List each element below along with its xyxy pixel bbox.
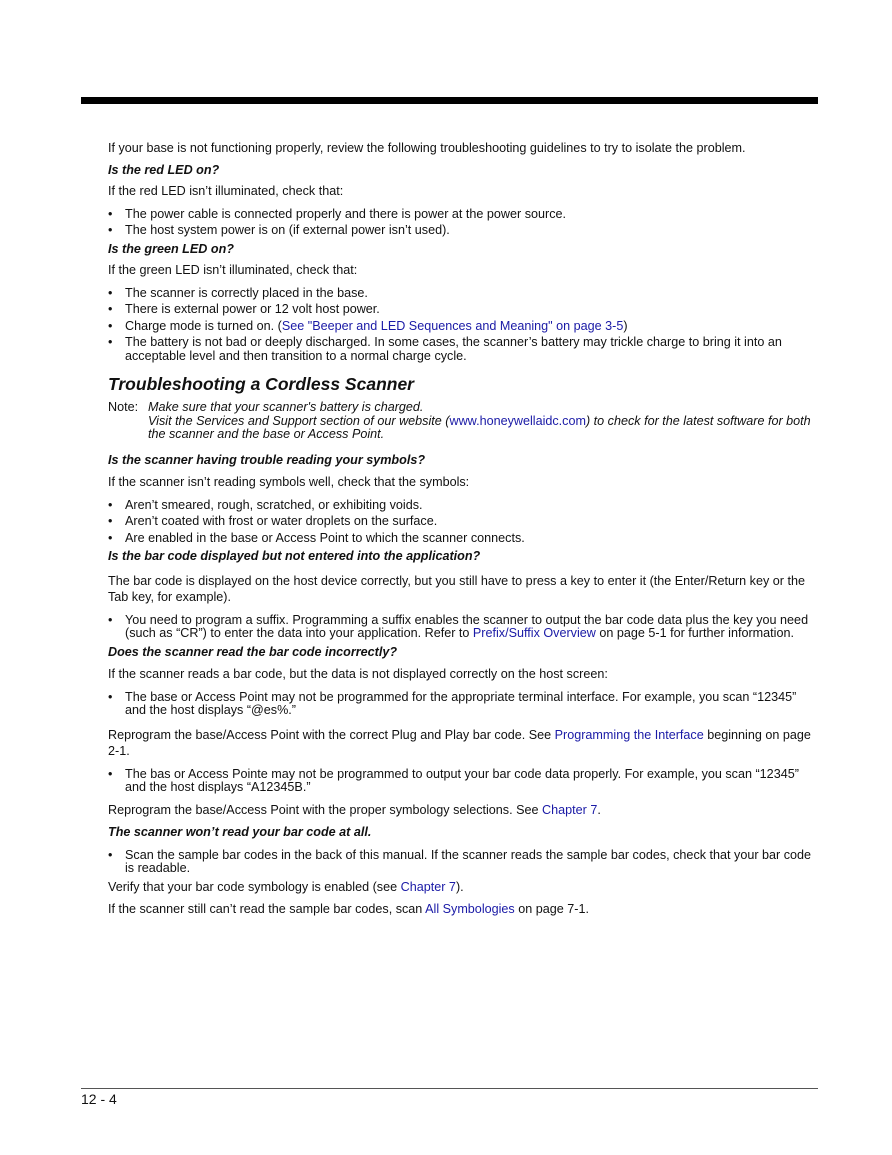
list-item: • Scan the sample bar codes in the back of this manual. If the scanner reads the sample bar codes, check that your bar code is readable.: [108, 849, 816, 876]
reprogram-text: Reprogram the base/Access Point with the proper symbology selections. See: [108, 802, 543, 817]
reading-heading: Is the scanner having trouble reading your symbols?: [108, 452, 426, 467]
wont-read-heading: The scanner won’t read your bar code at all.: [108, 825, 372, 839]
list-item: • The battery is not bad or deeply discharged. In some cases, the scanner’s battery may trickle charge to bring it into an acceptable level and then transition to a normal charge cycle.: [108, 336, 816, 363]
green-led-lead: If the green LED isn’t illuminated, check that:: [108, 263, 358, 277]
list-item: • Aren’t smeared, rough, scratched, or exhibiting voids.: [108, 499, 816, 513]
still-paragraph: [108, 903, 816, 917]
verify-text: ).: [455, 879, 464, 894]
list-item: • The scanner is correctly placed in the base.: [108, 287, 816, 301]
suffix-item-text: on page 5-1 for further information.: [595, 626, 794, 640]
section-title: Troubleshooting a Cordless Scanner: [108, 374, 414, 394]
still-text: on page 7-1.: [514, 902, 589, 916]
chapter-7-link[interactable]: Chapter 7: [542, 802, 598, 817]
footer-rule: [81, 1088, 818, 1089]
list-item: • The host system power is on (if external power isn’t used).: [108, 224, 816, 238]
incorrect-heading: Does the scanner read the bar code incorrectly?: [108, 644, 398, 659]
list-item: • The power cable is connected properly and there is power at the power source.: [108, 208, 816, 222]
prefix-suffix-link[interactable]: Prefix/Suffix Overview: [472, 626, 596, 640]
note-body: [148, 401, 816, 442]
reading-list: [108, 499, 816, 546]
green-led-list: [108, 287, 816, 364]
page-number: 12 - 4: [81, 1091, 117, 1107]
list-item: • Are enabled in the base or Access Point to which the scanner connects.: [108, 532, 816, 546]
page-content: [108, 142, 816, 917]
reprogram-text: Reprogram the base/Access Point with the correct Plug and Play bar code. See: [108, 727, 555, 742]
incorrect-lead: If the scanner reads a bar code, but the data is not displayed correctly on the host screen:: [108, 667, 608, 681]
entered-lead: The bar code is displayed on the host device correctly, but you still have to press a key to enter it (the Enter/Return key or the Tab key, for example).: [108, 573, 805, 604]
entered-heading: Is the bar code displayed but not entered into the application?: [108, 549, 481, 563]
green-led-heading: Is the green LED on?: [108, 241, 234, 256]
programming-interface-link[interactable]: Programming the Interface: [554, 727, 704, 742]
note-text: Visit the Services and Support section of our website (: [148, 413, 450, 428]
reprogram-text: beginning on page 2-1.: [108, 727, 811, 758]
wont-read-list: [108, 849, 816, 876]
note-label: Note:: [108, 400, 139, 414]
header-rule: [81, 97, 818, 104]
reprogram-paragraph-2: [108, 804, 816, 818]
beeper-led-link[interactable]: See "Beeper and LED Sequences and Meaning" on page 3-5: [281, 318, 624, 333]
still-text: If the scanner still can’t read the sample bar codes, scan: [108, 902, 426, 916]
incorrect-list-1: [108, 691, 816, 718]
list-item: • The bas or Access Pointe may not be programmed to output your bar code data properly. For example, you scan “12345” and the host displays “A12345B.”: [108, 768, 816, 795]
intro-paragraph: If your base is not functioning properly, review the following troubleshooting guidelines to try to isolate the problem.: [108, 141, 746, 155]
charge-item-text: Charge mode is turned on. (: [125, 318, 282, 333]
verify-paragraph: [108, 881, 816, 895]
note-line: [148, 415, 816, 442]
verify-text: Verify that your bar code symbology is enabled (see: [108, 879, 401, 894]
website-link[interactable]: www.honeywellaidc.com: [449, 413, 586, 428]
note-line: Make sure that your scanner's battery is charged.: [148, 400, 424, 414]
all-symbologies-link[interactable]: All Symbologies: [425, 902, 515, 916]
list-item: [108, 614, 816, 641]
reprogram-text: .: [597, 802, 601, 817]
note-text: ) to check for the latest software for both the scanner and the base or Access Point.: [148, 413, 811, 441]
red-led-list: [108, 208, 816, 238]
red-led-heading: Is the red LED on?: [108, 162, 220, 177]
reading-lead: If the scanner isn’t reading symbols well, check that the symbols:: [108, 475, 470, 489]
chapter-7-link[interactable]: Chapter 7: [400, 879, 456, 894]
incorrect-list-2: [108, 768, 816, 795]
list-item: • The base or Access Point may not be programmed for the appropriate terminal interface. For example, you scan “12345” and the host displays “@es%.”: [108, 691, 816, 718]
list-item: [108, 320, 816, 334]
list-item: • There is external power or 12 volt host power.: [108, 303, 816, 317]
suffix-item-text: You need to program a suffix. Programming a suffix enables the scanner to output the bar code data plus the key you need (such as “CR”) to enter the data into your application. Refer to: [125, 612, 809, 640]
charge-item-close: ): [623, 318, 628, 333]
note-block: [108, 401, 816, 442]
reprogram-paragraph-1: [108, 727, 816, 759]
list-item: • Aren’t coated with frost or water droplets on the surface.: [108, 515, 816, 529]
entered-list: [108, 614, 816, 641]
red-led-lead: If the red LED isn’t illuminated, check that:: [108, 184, 344, 198]
